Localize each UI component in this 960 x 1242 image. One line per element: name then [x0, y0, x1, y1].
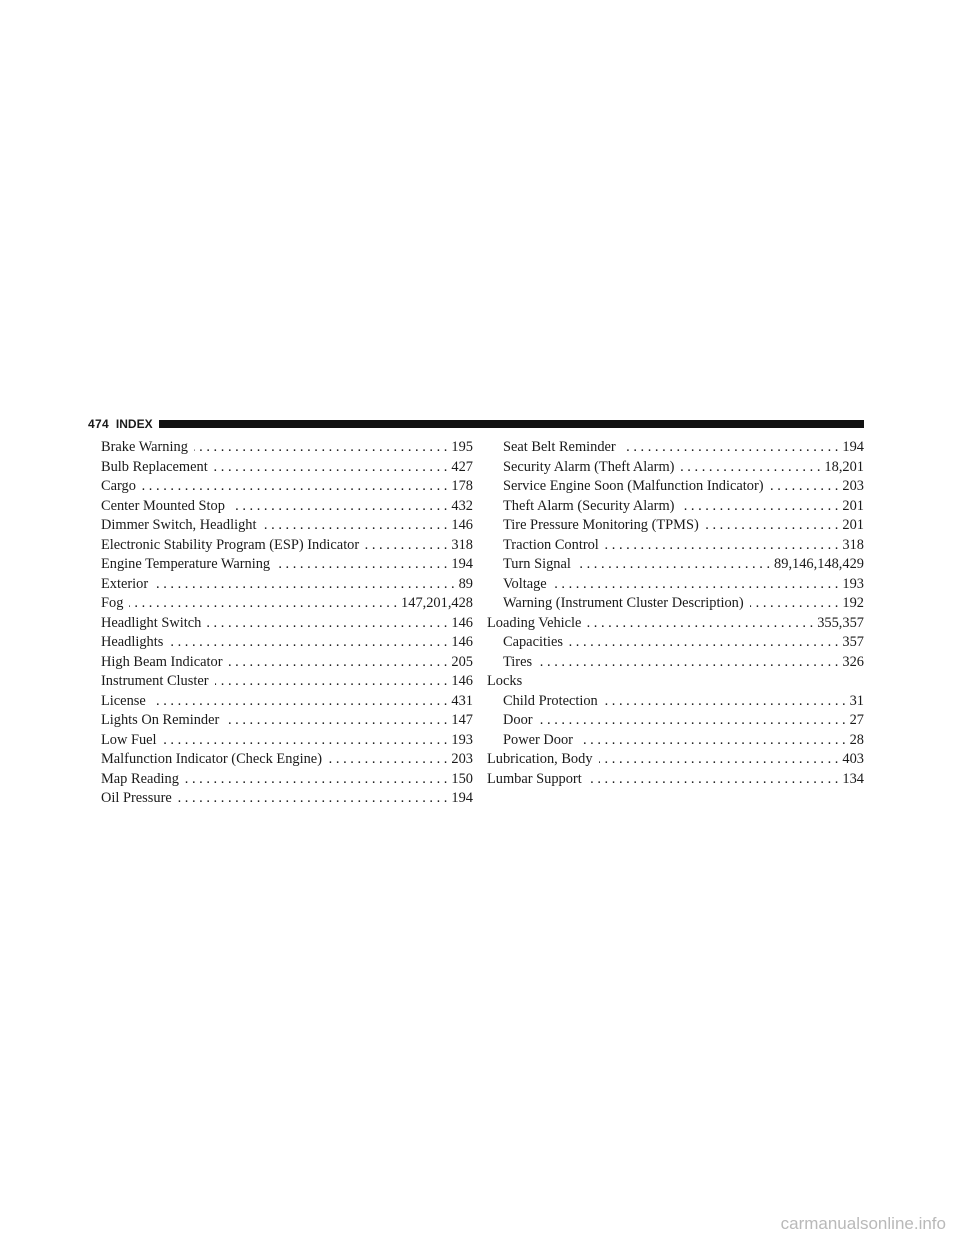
- dot-leader: [569, 633, 838, 653]
- dot-leader: [605, 536, 839, 556]
- index-entry: [101, 555, 473, 575]
- dot-leader: [622, 438, 839, 458]
- entry-label: Exterior: [101, 575, 149, 592]
- entry-page-ref: 89,146,148,429: [774, 556, 864, 572]
- index-entry: [101, 497, 473, 517]
- entry-page-ref: 194: [451, 790, 473, 806]
- index-entry: [487, 575, 864, 595]
- entry-page-ref: 403: [842, 751, 864, 767]
- entry-page-ref: 146: [451, 673, 473, 689]
- index-entry: [487, 536, 864, 556]
- entry-page-ref: 355,357: [817, 614, 864, 631]
- dot-leader: [579, 731, 846, 751]
- index-entry: [101, 477, 473, 497]
- index-entry: [101, 692, 473, 712]
- dot-leader: [231, 497, 447, 517]
- entry-page-ref: 195: [451, 439, 473, 455]
- entry-page-ref: 146: [451, 517, 473, 533]
- entry-label: Seat Belt Reminder: [503, 439, 616, 455]
- entry-label: Map Reading: [101, 770, 179, 787]
- dot-leader: [680, 497, 838, 517]
- index-entry: [487, 770, 864, 790]
- entry-page-ref: 18,201: [824, 458, 864, 475]
- entry-page-ref: 193: [842, 575, 864, 592]
- dot-leader: [553, 575, 839, 595]
- index-entry: [487, 731, 864, 751]
- dot-leader: [538, 653, 838, 673]
- entry-page-ref: 431: [451, 692, 473, 709]
- dot-leader: [185, 770, 447, 790]
- dot-leader: [262, 516, 447, 536]
- index-entry: [487, 672, 864, 692]
- dot-leader: [142, 477, 447, 497]
- index-entry: [487, 497, 864, 517]
- entry-label: Cargo: [101, 478, 136, 494]
- section-title: INDEX: [115, 417, 153, 431]
- entry-label: Child Protection: [503, 692, 598, 709]
- index-entry: [101, 516, 473, 536]
- watermark: carmanualsonline.info: [780, 1214, 946, 1233]
- index-entry: [487, 555, 864, 575]
- entry-label: Low Fuel: [101, 731, 157, 748]
- index-entry: [487, 653, 864, 673]
- dot-leader: [152, 692, 448, 712]
- entry-page-ref: 89: [458, 575, 473, 592]
- dot-leader: [178, 789, 448, 809]
- dot-leader: [577, 555, 770, 575]
- index-entry: [101, 653, 473, 673]
- entry-page-ref: 27: [849, 712, 864, 728]
- index-entry: [101, 614, 473, 634]
- dot-leader: [770, 477, 839, 497]
- entry-page-ref: 201: [842, 517, 864, 533]
- entry-page-ref: 318: [842, 536, 864, 553]
- dot-leader: [680, 458, 820, 478]
- entry-page-ref: 192: [842, 595, 864, 611]
- entry-label: Brake Warning: [101, 439, 188, 455]
- entry-label: Lumbar Support: [487, 770, 582, 787]
- dot-leader: [599, 750, 839, 770]
- dot-leader: [539, 711, 846, 731]
- index-entry: [101, 672, 473, 692]
- index-entry: [101, 750, 473, 770]
- entry-label: High Beam Indicator: [101, 653, 223, 670]
- entry-label: Security Alarm (Theft Alarm): [503, 458, 675, 475]
- entry-label: Lights On Reminder: [101, 712, 220, 728]
- entry-label: Locks: [487, 673, 523, 689]
- entry-page-ref: 318: [451, 536, 473, 553]
- dot-leader: [207, 614, 447, 634]
- entry-page-ref: 134: [842, 770, 864, 787]
- entry-label: Power Door: [503, 731, 573, 748]
- dot-leader: [129, 594, 397, 614]
- entry-label: Fog: [101, 595, 124, 611]
- page-number: 474: [88, 417, 109, 431]
- entry-label: Capacities: [503, 634, 563, 650]
- entry-label: Warning (Instrument Cluster Description): [503, 595, 744, 611]
- index-entry: [487, 614, 864, 634]
- index-entry: [101, 711, 473, 731]
- index-entry: [487, 633, 864, 653]
- entry-page-ref: 178: [451, 478, 473, 494]
- entry-page-ref: 194: [842, 439, 864, 455]
- entry-page-ref: 147: [451, 712, 473, 728]
- entry-page-ref: 203: [451, 751, 473, 767]
- dot-leader: [588, 770, 839, 790]
- dot-leader: [154, 575, 454, 595]
- entry-label: Bulb Replacement: [101, 458, 208, 475]
- entry-label: Instrument Cluster: [101, 673, 209, 689]
- index-entry: [101, 770, 473, 790]
- entry-page-ref: 146: [451, 634, 473, 650]
- index-entry: [101, 594, 473, 614]
- entry-page-ref: 357: [842, 634, 864, 650]
- header-rule: [159, 420, 864, 428]
- index-entry: [101, 536, 473, 556]
- entry-page-ref: 147,201,428: [401, 595, 473, 611]
- entry-label: Voltage: [503, 575, 547, 592]
- entry-label: Theft Alarm (Security Alarm): [503, 497, 675, 514]
- index-column-left: [101, 438, 473, 809]
- index-entry: [101, 633, 473, 653]
- entry-label: Headlight Switch: [101, 614, 202, 631]
- entry-label: Engine Temperature Warning: [101, 556, 271, 572]
- index-entry: [487, 438, 864, 458]
- entry-page-ref: 427: [451, 458, 473, 475]
- entry-label: Service Engine Soon (Malfunction Indicator): [503, 478, 764, 494]
- dot-leader: [750, 594, 839, 614]
- dot-leader: [194, 438, 448, 458]
- dot-leader: [215, 672, 448, 692]
- entry-label: Electronic Stability Program (ESP) Indicator: [101, 536, 360, 553]
- index-entry: [487, 711, 864, 731]
- index-entry: [487, 594, 864, 614]
- dot-leader: [604, 692, 846, 712]
- entry-label: Tire Pressure Monitoring (TPMS): [503, 517, 699, 533]
- index-column-right: [487, 438, 864, 789]
- entry-page-ref: 28: [849, 731, 864, 748]
- entry-label: Dimmer Switch, Headlight: [101, 517, 257, 533]
- entry-label: Door: [503, 712, 533, 728]
- index-entry: [487, 692, 864, 712]
- dot-leader: [276, 555, 447, 575]
- index-entry: [101, 438, 473, 458]
- entry-label: Traction Control: [503, 536, 599, 553]
- dot-leader: [225, 711, 447, 731]
- entry-label: Center Mounted Stop: [101, 497, 225, 514]
- dot-leader: [365, 536, 447, 556]
- index-entry: [487, 750, 864, 770]
- entry-label: License: [101, 692, 146, 709]
- index-entry: [101, 458, 473, 478]
- entry-page-ref: 203: [842, 478, 864, 494]
- dot-leader: [228, 653, 447, 673]
- entry-page-ref: 201: [842, 497, 864, 514]
- page-header: [88, 417, 864, 431]
- index-entry: [101, 789, 473, 809]
- dot-leader: [169, 633, 447, 653]
- index-entry: [487, 516, 864, 536]
- dot-leader: [163, 731, 448, 751]
- entry-label: Lubrication, Body: [487, 751, 593, 767]
- dot-leader: [328, 750, 447, 770]
- entry-page-ref: 194: [451, 556, 473, 572]
- entry-page-ref: 146: [451, 614, 473, 631]
- entry-page-ref: 205: [451, 653, 473, 670]
- index-entry: [101, 575, 473, 595]
- dot-leader: [214, 458, 448, 478]
- index-entry: [487, 458, 864, 478]
- entry-page-ref: 193: [451, 731, 473, 748]
- entry-label: Tires: [503, 653, 533, 670]
- entry-label: Malfunction Indicator (Check Engine): [101, 751, 322, 767]
- entry-page-ref: 31: [849, 692, 864, 709]
- dot-leader: [587, 614, 813, 634]
- index-entry: [101, 731, 473, 751]
- entry-page-ref: 150: [451, 770, 473, 787]
- entry-label: Headlights: [101, 634, 164, 650]
- entry-label: Turn Signal: [503, 556, 571, 572]
- index-entry: [487, 477, 864, 497]
- entry-page-ref: 326: [842, 653, 864, 670]
- entry-label: Oil Pressure: [101, 790, 172, 806]
- entry-label: Loading Vehicle: [487, 614, 582, 631]
- dot-leader: [705, 516, 839, 536]
- entry-page-ref: 432: [451, 497, 473, 514]
